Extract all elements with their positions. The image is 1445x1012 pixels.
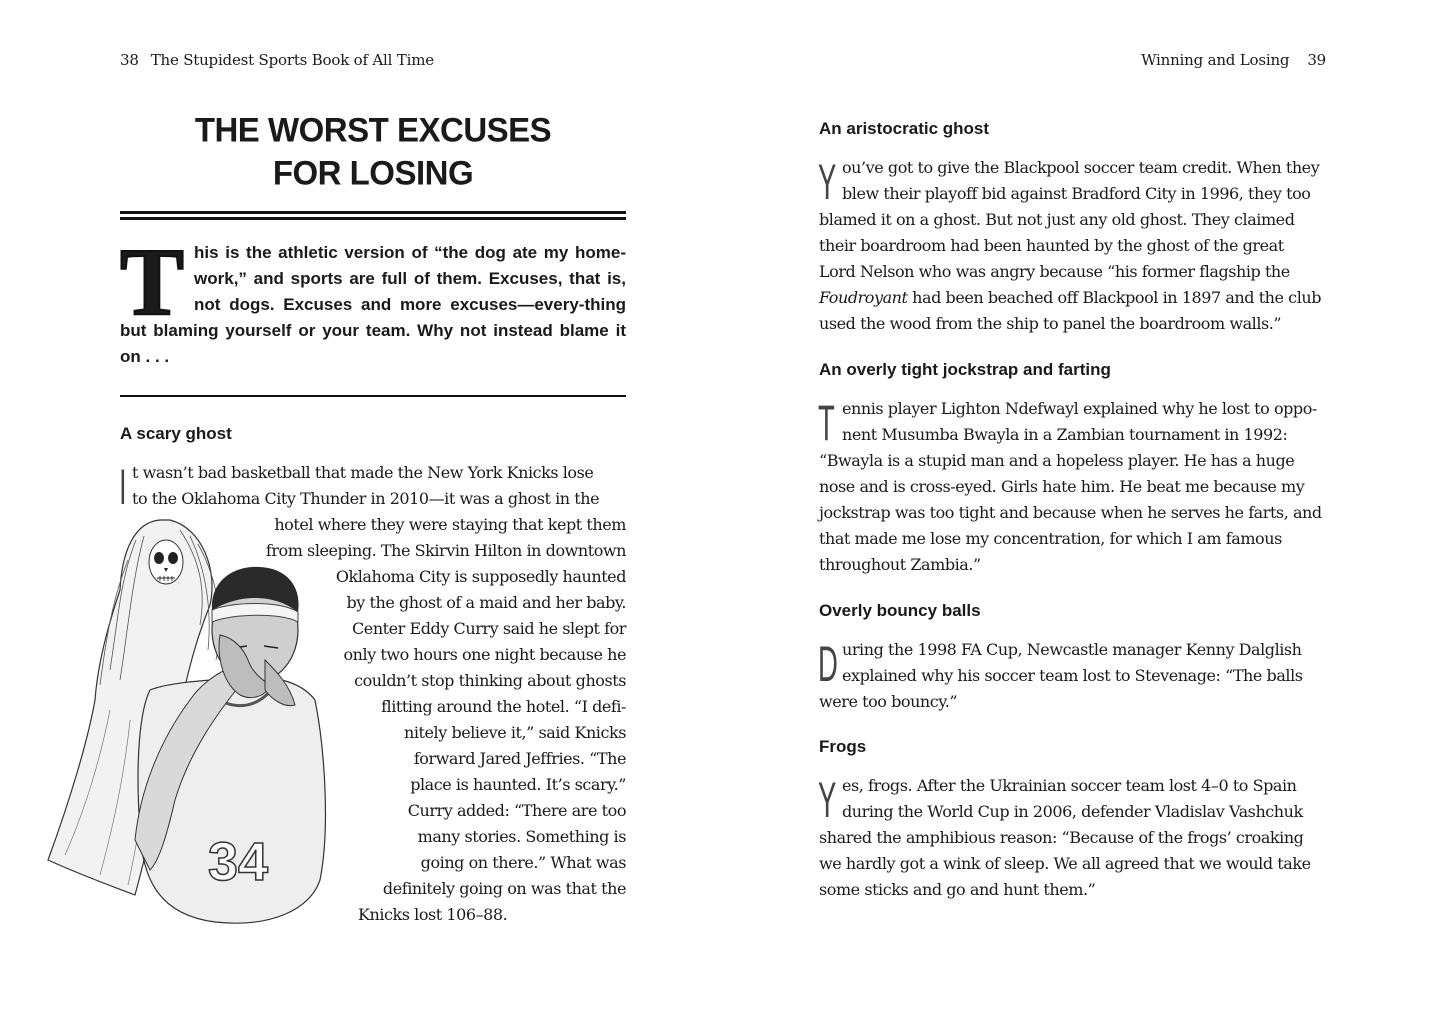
italic-ship-name: Foudroyant (819, 288, 908, 307)
body-line: blew their playoff bid against Bradford City in 1996, they too (842, 184, 1311, 203)
body-line: blamed it on a ghost. But not just any old ghost. They claimed (819, 210, 1295, 229)
chapter-title-line-1: THE WORST EXCUSES (194, 110, 552, 149)
drop-cap-t: T (818, 395, 835, 451)
body-line: Knicks lost 106–88. (358, 905, 508, 924)
body-line: es, frogs. After the Ukrainian soccer team lost 4–0 to Spain (842, 776, 1297, 795)
body-line: explained why his soccer team lost to Stevenage: “The balls (842, 666, 1303, 685)
body-line: Lord Nelson who was angry because “his former flagship the (819, 262, 1290, 281)
section-body-bouncy-balls (819, 637, 1326, 715)
section-body-jockstrap (819, 396, 1326, 578)
body-line: definitely going on was that the (382, 879, 626, 898)
section-heading-scary-ghost: A scary ghost (120, 424, 232, 443)
body-line: that made me lose my concentration, for which I am famous (819, 529, 1282, 548)
body-line: flitting around the hotel. “I defi- (381, 697, 626, 716)
left-running-head: The Stupidest Sports Book of All Time (150, 51, 434, 69)
right-running-head: Winning and Losing (1141, 51, 1290, 69)
body-line: place is haunted. It’s scary.” (410, 775, 626, 794)
section-body-scary-ghost (120, 460, 626, 928)
section-body-aristocratic-ghost (819, 155, 1326, 337)
body-line: nent Musumba Bwayla in a Zambian tournament in 1992: (842, 425, 1288, 444)
intro-text: his is the athletic version of “the dog ate my home-work,” and sports are full of them. Excuses, that is, not dogs. Excuses and more excuses—every-thing but blaming yourself or your team. Why not instead blame it on . . . (120, 243, 626, 366)
intro-divider (120, 395, 626, 397)
right-page-number: 39 (1307, 51, 1326, 69)
body-line: to the Oklahoma City Thunder in 2010—it was a ghost in the (132, 489, 600, 508)
chapter-title (120, 108, 626, 194)
body-line: Oklahoma City is supposedly haunted (335, 567, 626, 586)
body-line: jockstrap was too tight and because when he serves he farts, and (819, 503, 1322, 522)
body-line: some sticks and go and hunt them.” (819, 880, 1096, 899)
body-line: their boardroom had been haunted by the ghost of the great (819, 236, 1284, 255)
body-line: shared the amphibious reason: “Because of the frogs’ croaking (819, 828, 1304, 847)
body-line: t wasn’t bad basketball that made the New York Knicks lose (132, 463, 594, 482)
body-line (819, 285, 1326, 311)
body-line: nose and is cross-eyed. Girls hate him. He beat me because my (819, 477, 1305, 496)
body-line: were too bouncy.” (819, 692, 958, 711)
body-line: ennis player Lighton Ndefwayl explained why he lost to oppo- (842, 399, 1317, 418)
section-heading-jockstrap: An overly tight jockstrap and farting (819, 360, 1111, 379)
body-line: Curry added: “There are too (407, 801, 626, 820)
body-line: during the World Cup in 2006, defender Vladislav Vashchuk (842, 802, 1303, 821)
body-line: we hardly got a wink of sleep. We all agreed that we would take (819, 854, 1311, 873)
body-line: from sleeping. The Skirvin Hilton in downtown (265, 541, 626, 560)
drop-cap-d: D (818, 636, 838, 692)
body-line: many stories. Something is (417, 827, 626, 846)
body-line: hotel where they were staying that kept them (274, 515, 626, 534)
left-page-number: 38 (120, 51, 139, 69)
title-rule-bottom (120, 217, 626, 220)
section-body-frogs (819, 773, 1326, 903)
body-line: only two hours one night because he (343, 645, 626, 664)
body-line: nitely believe it,” said Knicks (404, 723, 626, 742)
body-line: uring the 1998 FA Cup, Newcastle manager Kenny Dalglish (842, 640, 1302, 659)
intro-paragraph (120, 228, 626, 370)
right-running-header (1141, 50, 1326, 70)
left-running-header (120, 50, 434, 70)
body-line: Center Eddy Curry said he slept for (352, 619, 626, 638)
intro-drop-cap: T (120, 228, 185, 335)
section-heading-frogs: Frogs (819, 737, 867, 756)
drop-cap-y: Y (818, 154, 837, 210)
body-line: couldn’t stop thinking about ghosts (354, 671, 626, 690)
body-line: used the wood from the ship to panel the boardroom walls.” (819, 314, 1282, 333)
section-heading-bouncy-balls: Overly bouncy balls (819, 601, 981, 620)
chapter-title-line-2: FOR LOSING (272, 153, 474, 192)
body-line: going on there.” What was (420, 853, 626, 872)
body-line: by the ghost of a maid and her baby. (346, 593, 626, 612)
drop-cap-i: I (119, 459, 127, 515)
drop-cap-y: Y (818, 772, 837, 828)
body-line: “Bwayla is a stupid man and a hopeless player. He has a huge (819, 451, 1295, 470)
body-line-rest: had been beached off Blackpool in 1897 and the club (912, 288, 1322, 307)
body-line: forward Jared Jeffries. “The (413, 749, 626, 768)
section-heading-aristocratic-ghost: An aristocratic ghost (819, 119, 990, 138)
title-rule-top (120, 211, 626, 214)
body-line: throughout Zambia.” (819, 555, 981, 574)
body-line: ou’ve got to give the Blackpool soccer team credit. When they (842, 158, 1320, 177)
jersey-number: 34 (208, 832, 269, 892)
